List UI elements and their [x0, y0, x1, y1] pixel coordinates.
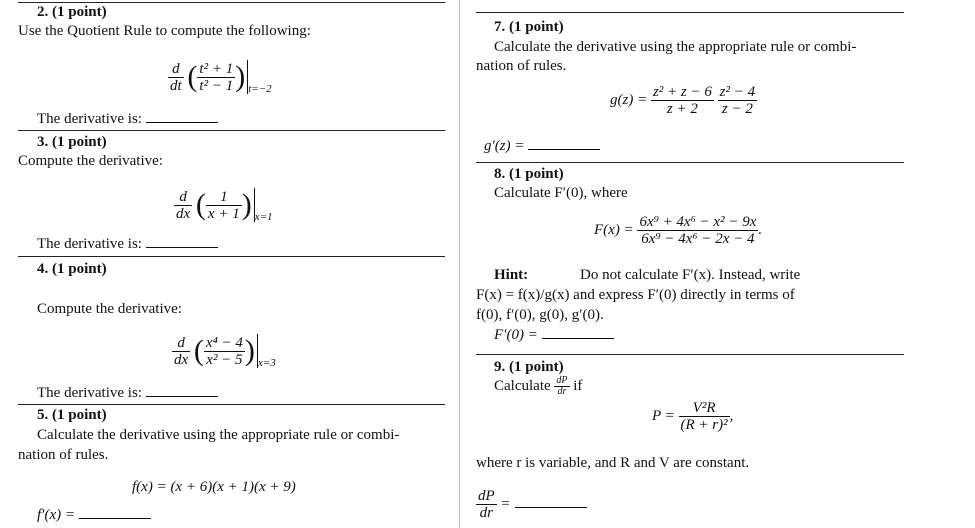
rule-left-3: [18, 404, 445, 405]
p8-hint-2: F(x) = f(x)/g(x) and express F′(0) directly in terms of: [476, 287, 795, 303]
rule-right-2: [476, 354, 904, 355]
p9-note: where r is variable, and R and V are constant.: [476, 455, 750, 471]
p4-answer-blank[interactable]: [146, 395, 218, 397]
p7-function: g(z) = $\frac{\text{z² + z − 6}}{z + 2}$ $\frac{\text{z² − 4}}{z - 2}$: [610, 84, 756, 117]
p4-instruction: Compute the derivative:: [37, 301, 182, 317]
p2-heading: 2. (1 point): [37, 4, 107, 20]
p3-answer-label: The derivative is:: [37, 235, 218, 253]
p9-instruction: Calculate $\frac{dP}{dr}$ if: [494, 375, 583, 397]
p7-instruction-2: nation of rules.: [476, 58, 567, 74]
column-divider: [459, 0, 460, 528]
p8-heading: 8. (1 point): [494, 166, 564, 182]
p4-expression: $\frac{d}{dx}$ ( $\frac{\text{x⁴ − 4}}{\text{x² − 5}}$ ) $_{x=3}$: [174, 334, 276, 370]
p5-instruction-1: Calculate the derivative using the appropriate rule or combi-: [37, 427, 400, 443]
p3-answer-blank[interactable]: [146, 246, 218, 248]
p9-function: P = $\frac{\text{V²R}}{\text{(R + r)²}}$ ,: [652, 400, 734, 433]
p8-hint-3: f(0), f′(0), g(0), g′(0).: [476, 307, 604, 323]
p9-heading: 9. (1 point): [494, 359, 564, 375]
p5-function: f(x) = (x + 6)(x + 1)(x + 9): [132, 479, 296, 495]
p3-heading: 3. (1 point): [37, 134, 107, 150]
rule-left-1: [18, 130, 445, 131]
p2-instruction: Use the Quotient Rule to compute the following:: [18, 23, 311, 39]
p2-answer-blank[interactable]: [146, 121, 218, 123]
p5-instruction-2: nation of rules.: [18, 447, 109, 463]
p5-heading: 5. (1 point): [37, 407, 107, 423]
p4-answer-label: The derivative is:: [37, 384, 218, 402]
rule-left-2: [18, 256, 445, 257]
p4-heading: 4. (1 point): [37, 261, 107, 277]
p7-heading: 7. (1 point): [494, 19, 564, 35]
p8-answer-blank[interactable]: [542, 337, 614, 339]
p8-hint-label: Hint:: [494, 267, 529, 283]
top-rule-right: [476, 12, 904, 13]
rule-right-1: [476, 162, 904, 163]
p3-instruction: Compute the derivative:: [18, 153, 163, 169]
p2-expression: $\frac{d}{dt}$ ( $\frac{\text{t² + 1}}{\text{t² − 1}}$ ) $_{t=-2}$: [170, 60, 272, 96]
p9-answer: $\frac{dP}{dr}$ =: [476, 488, 587, 521]
p2-answer-label: The derivative is:: [37, 110, 218, 128]
p7-instruction-1: Calculate the derivative using the appropriate rule or combi-: [494, 39, 857, 55]
p7-answer-blank[interactable]: [528, 148, 600, 150]
p7-answer-label: g′(z) =: [484, 137, 600, 155]
p8-function: F(x) = $\frac{\text{6x⁹ + 4x⁶ − x² − 9x}}{\text{6x⁹ − 4x⁶ − 2x − 4}}$ .: [594, 214, 763, 247]
p5-answer-label: f′(x) =: [37, 506, 151, 524]
p8-instruction: Calculate F′(0), where: [494, 185, 628, 201]
p9-answer-blank[interactable]: [515, 506, 587, 508]
p8-answer-label: F′(0) =: [494, 326, 614, 344]
p3-expression: $\frac{d}{dx}$ ( $\frac{1}{x + 1}$ ) $_{x=1}$: [176, 188, 273, 224]
p5-answer-blank[interactable]: [79, 517, 151, 519]
p8-hint-1: Do not calculate F′(x). Instead, write: [580, 267, 801, 283]
